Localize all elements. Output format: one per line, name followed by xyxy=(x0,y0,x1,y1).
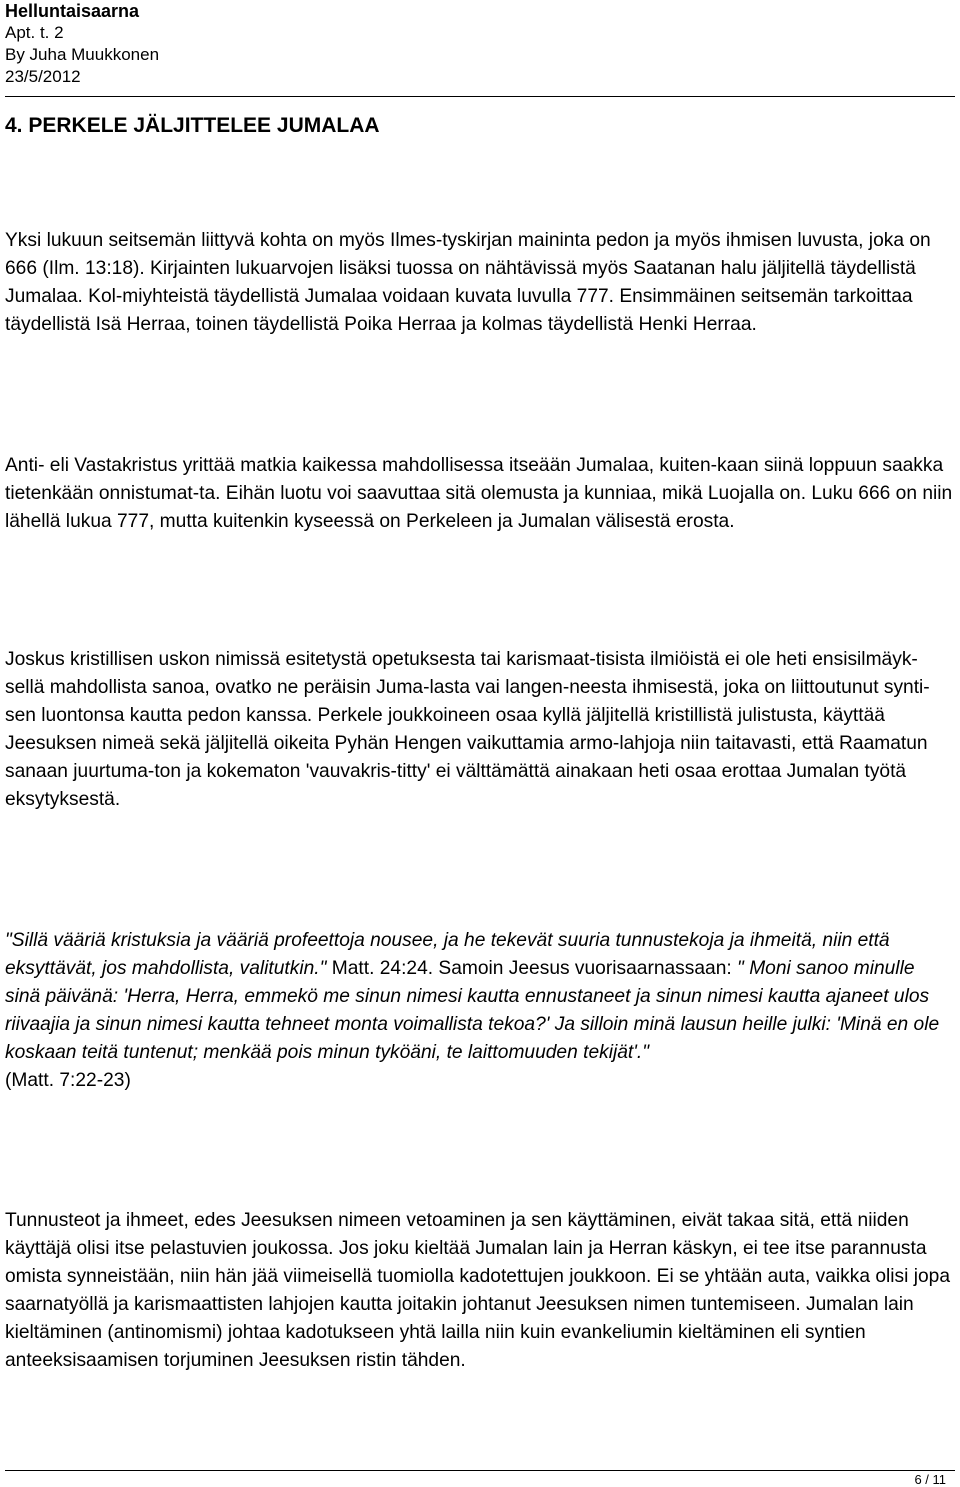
series-label: Apt. t. 2 xyxy=(5,23,64,42)
paragraph-1: Yksi lukuun seitsemän liittyvä kohta on myös Ilmes-tyskirjan maininta pedon ja myös ihmisen luvusta, joka on 666 (Ilm. 13:18). Kirjainten lukuarvojen lisäksi tuossa on nähtävissä myös Saatanan halu jäljitellä täydellistä Jumalaa. Kol-miyhteistä täydellistä Jumalaa voidaan kuvata luvulla 777. Ensimmäinen seitsemän tarkoittaa täydellistä Isä Herraa, toinen täydellistä Poika Herraa ja kolmas täydellistä Henki Herraa. xyxy=(5,230,931,335)
scripture-quote-matt-7: " Moni sanoo minulle sinä päivänä: 'Herra, Herra, emmekö me sinun nimesi kautta ennustaneet ja sinun nimesi kautta ajaneet ulos riivaajia ja sinun nimesi kautta tehneet monta voimallista tekoa?' Ja silloin minä lausun heille julki: 'Minä en ole koskaan teitä tuntenut; menkää pois minun tyköäni, te laittomuuden tekijät'." xyxy=(5,958,940,1063)
header-divider xyxy=(5,96,955,97)
scripture-reference-matt-7: (Matt. 7:22-23) xyxy=(5,1070,131,1091)
paragraph-5: Tunnusteot ja ihmeet, edes Jeesuksen nimeen vetoaminen ja sen käyttäminen, eivät takaa sitä, että niiden käyttäjä olisi itse pelastuvien joukossa. Jos joku kieltää Jumalan lain ja Herran käskyn, ei tee itse parannusta omista synneistään, niin hän jää viimeisellä tuomiolla kadotettujen joukkoon. Ei se yhtään auta, vaikka olisi jopa saarnatyöllä ja karismaattisten lahjojen kautta joitakin johtanut Jeesuksen nimen tuntemiseen. Jumalan lain kieltäminen (antinomismi) johtaa kadotukseen yhtä lailla niin kuin evankeliumin kieltäminen eli syntien anteeksisaamisen torjuminen Jeesuksen ristin tähden. xyxy=(5,1210,950,1371)
section-title: 4. PERKELE JÄLJITTELEE JUMALAA xyxy=(5,114,380,137)
document-header xyxy=(5,0,955,88)
paragraph-3: Joskus kristillisen uskon nimissä esitetystä opetuksesta tai karismaat-tisista ilmiöistä ei ole heti ensisilmäyk-sellä mahdollista sanoa, ovatko ne peräisin Juma-lasta vai langen-neesta ihmisestä, joka on liittoutunut synti-sen luontonsa kautta pedon kanssa. Perkele joukkoineen osaa kyllä jäljitellä kristillistä julistusta, käyttää Jeesuksen nimeä sekä jäljitellä oikeita Pyhän Hengen vaikuttamia armo-lahjoja niin taitavasti, että Raamatun sanaan juurtuma-ton ja kokematon 'vauvakris-titty' ei välttämättä ainakaan heti osaa erottaa Jumalan työtä eksytyksestä. xyxy=(5,649,930,810)
scripture-quote-matt-24: "Sillä vääriä kristuksia ja vääriä profeettoja nousee, ja he tekevät suuria tunnustekoja ja ihmeitä, niin että eksyttävät, jos mahdollista, valitutkin." xyxy=(5,930,890,979)
paragraph-2: Anti- eli Vastakristus yrittää matkia kaikessa mahdollisessa itseään Jumalaa, kuiten-kaan siinä loppuun saakka tietenkään onnistumat-ta. Eihän luotu voi saavuttaa sitä olemusta ja kunniaa, mikä Luojalla on. Luku 666 on niin lähellä lukua 777, mutta kuitenkin kyseessä on Perkeleen ja Jumalan välisestä erosta. xyxy=(5,455,953,532)
author-byline: By Juha Muukkonen xyxy=(5,45,160,64)
publish-date: 23/5/2012 xyxy=(5,67,81,86)
footer-divider xyxy=(5,1470,955,1471)
paragraph-4-scripture xyxy=(5,927,955,1095)
page-number: 6 / 11 xyxy=(914,1472,946,1487)
site-name: Helluntaisaarna xyxy=(5,1,140,21)
scripture-reference-intro: Matt. 24:24. Samoin Jeesus vuorisaarnassaan: xyxy=(326,958,738,979)
